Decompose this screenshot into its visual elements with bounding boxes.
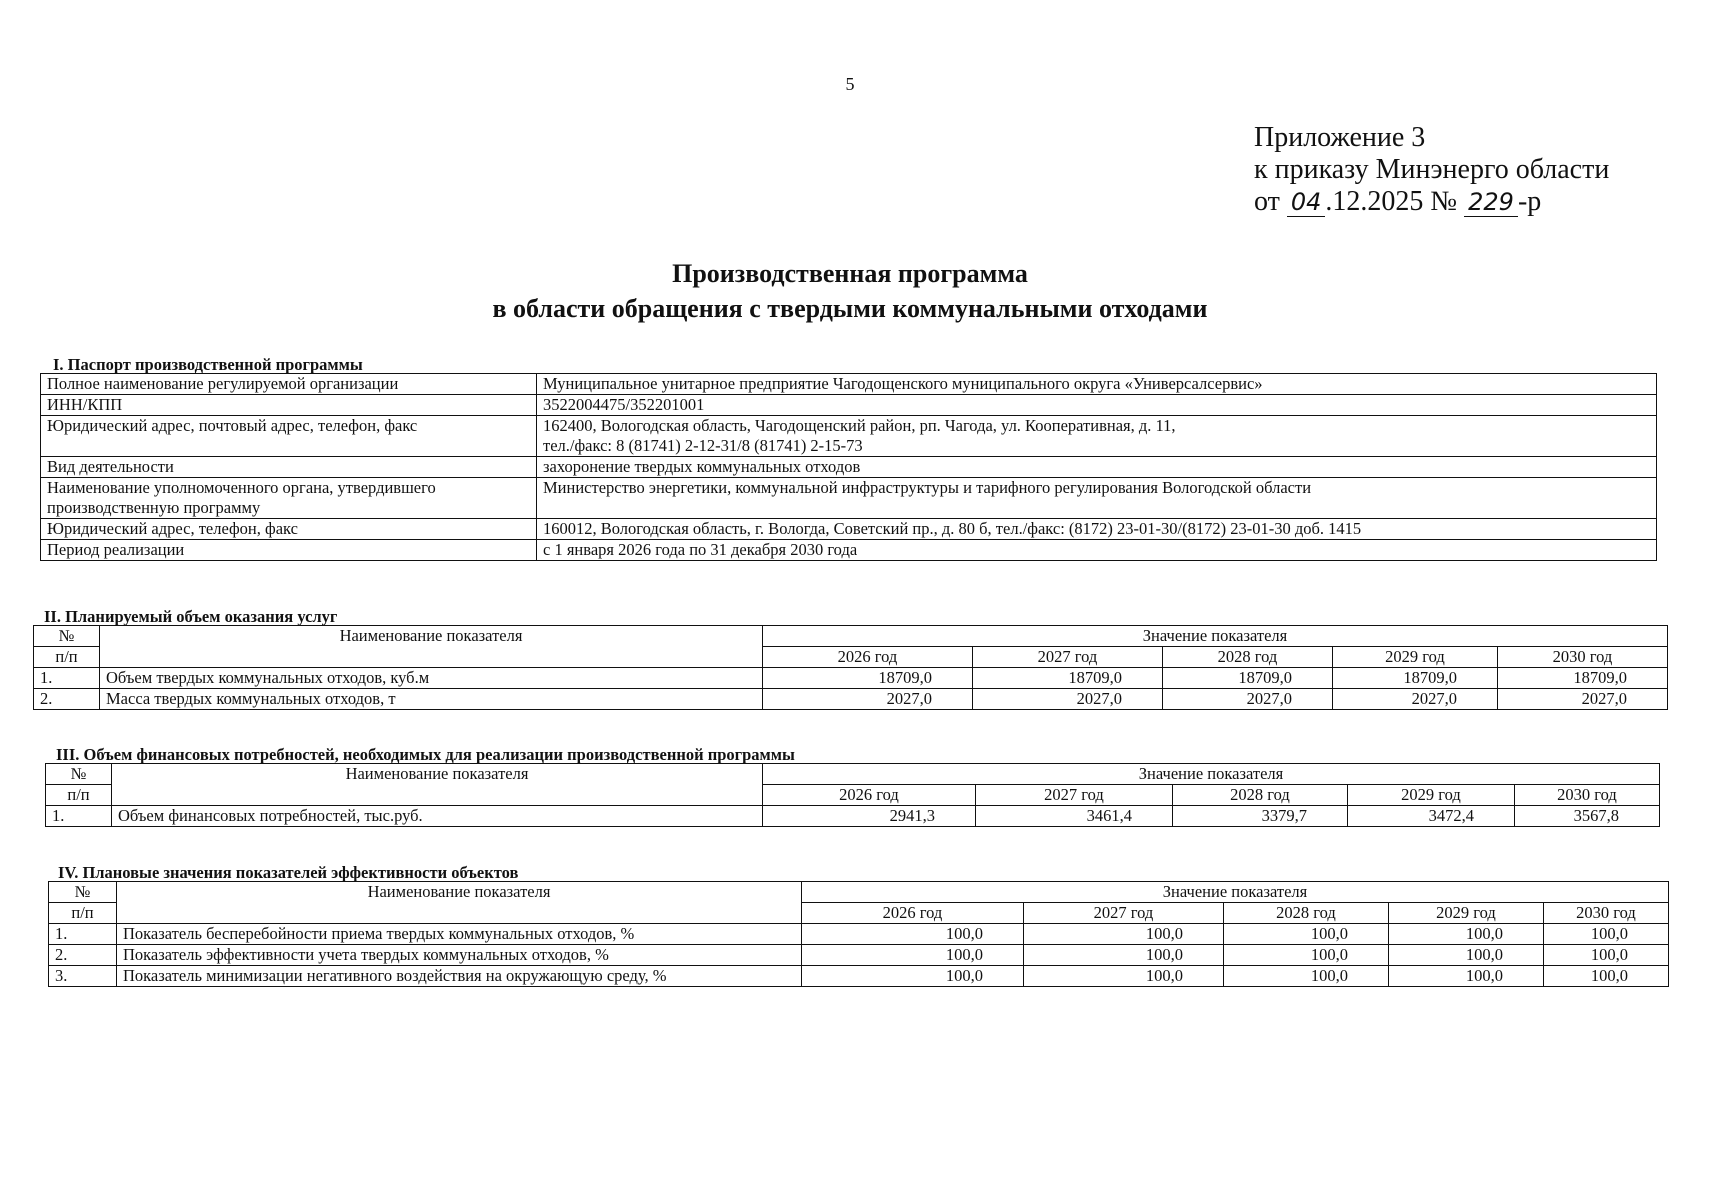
- passport-row: [41, 374, 1657, 395]
- header-no-sub: п/п: [46, 785, 112, 806]
- passport-label: Полное наименование регулируемой организации: [41, 374, 537, 395]
- passport-row: [41, 478, 1657, 519]
- row-value: 100,0: [1389, 966, 1544, 987]
- row-value: 2027,0: [973, 689, 1163, 710]
- row-value: 18709,0: [1163, 668, 1333, 689]
- row-value: 100,0: [1224, 924, 1389, 945]
- passport-value: 160012, Вологодская область, г. Вологда, Советский пр., д. 80 б, тел./факс: (8172) 23-01-30/(8172) 23-01-30 доб. 1415: [537, 519, 1657, 540]
- header-year: 2028 год: [1163, 647, 1333, 668]
- header-no-sub: п/п: [34, 647, 100, 668]
- row-value: 100,0: [1224, 966, 1389, 987]
- header-value: Значение показателя: [763, 764, 1660, 785]
- row-value: 3567,8: [1515, 806, 1660, 827]
- section-4-title: IV. Плановые значения показателей эффективности объектов: [58, 863, 519, 882]
- passport-value: 3522004475/352201001: [537, 395, 1657, 416]
- header-no-sub: п/п: [49, 903, 117, 924]
- row-value: 3379,7: [1173, 806, 1348, 827]
- passport-label: Юридический адрес, телефон, факс: [41, 519, 537, 540]
- number-suffix: -р: [1517, 186, 1542, 217]
- passport-value: Министерство энергетики, коммунальной инфраструктуры и тарифного регулирования Вологодской области: [537, 478, 1657, 519]
- header-value: Значение показателя: [763, 626, 1668, 647]
- passport-label: Вид деятельности: [41, 457, 537, 478]
- header-year: 2026 год: [763, 785, 976, 806]
- document-title: [0, 256, 1700, 326]
- passport-row: [41, 457, 1657, 478]
- passport-label: Период реализации: [41, 540, 537, 561]
- label-line-2: производственную программу: [47, 498, 261, 517]
- passport-value: с 1 января 2026 года по 31 декабря 2030 года: [537, 540, 1657, 561]
- appendix-line-2: к приказу Минэнерго области: [1254, 154, 1610, 185]
- passport-row: [41, 416, 1657, 457]
- row-name: Объем финансовых потребностей, тыс.руб.: [112, 806, 763, 827]
- label-line-1: Наименование уполномоченного органа, утвердившего: [47, 478, 436, 497]
- row-name: Показатель бесперебойности приема твердых коммунальных отходов, %: [117, 924, 802, 945]
- header-year: 2027 год: [976, 785, 1173, 806]
- efficiency-indicators-table: [48, 881, 1669, 987]
- appendix-line-3: [1254, 186, 1609, 218]
- section-3-title: III. Объем финансовых потребностей, необходимых для реализации производственной программы: [56, 745, 795, 764]
- passport-value: [537, 416, 1657, 457]
- row-number: 1.: [34, 668, 100, 689]
- header-year: 2027 год: [1024, 903, 1224, 924]
- header-value: Значение показателя: [802, 882, 1669, 903]
- row-value: 100,0: [802, 945, 1024, 966]
- row-value: 2027,0: [1333, 689, 1498, 710]
- table-row: [49, 924, 1669, 945]
- financial-needs-table: [45, 763, 1660, 827]
- appendix-line-1: Приложение 3: [1254, 122, 1426, 153]
- row-number: 2.: [34, 689, 100, 710]
- row-value: 2027,0: [1163, 689, 1333, 710]
- row-value: 100,0: [802, 966, 1024, 987]
- row-value: 100,0: [1544, 945, 1669, 966]
- header-year: 2027 год: [973, 647, 1163, 668]
- services-volume-table: [33, 625, 1668, 710]
- appendix-header: [1254, 122, 1609, 218]
- title-line-2: в области обращения с твердыми коммунальными отходами: [492, 294, 1208, 323]
- header-year: 2026 год: [802, 903, 1024, 924]
- row-value: 100,0: [1024, 945, 1224, 966]
- header-year: 2030 год: [1515, 785, 1660, 806]
- header-no: №: [49, 882, 117, 903]
- passport-table: [40, 373, 1657, 561]
- row-value: 100,0: [1224, 945, 1389, 966]
- row-value: 100,0: [1024, 966, 1224, 987]
- header-no: №: [46, 764, 112, 785]
- address-line-1: 162400, Вологодская область, Чагодощенский район, рп. Чагода, ул. Кооперативная, д. 11,: [543, 416, 1176, 435]
- date-prefix: от: [1254, 186, 1280, 217]
- row-value: 100,0: [1024, 924, 1224, 945]
- header-year: 2030 год: [1498, 647, 1668, 668]
- row-value: 100,0: [1389, 945, 1544, 966]
- table-row: [46, 806, 1660, 827]
- row-name: Объем твердых коммунальных отходов, куб.м: [100, 668, 763, 689]
- row-number: 2.: [49, 945, 117, 966]
- row-value: 2027,0: [763, 689, 973, 710]
- table-row: [34, 689, 1668, 710]
- header-year: 2026 год: [763, 647, 973, 668]
- row-value: 100,0: [1389, 924, 1544, 945]
- row-value: 2941,3: [763, 806, 976, 827]
- header-year: 2029 год: [1333, 647, 1498, 668]
- header-year: 2029 год: [1348, 785, 1515, 806]
- row-value: 2027,0: [1498, 689, 1668, 710]
- address-line-2: тел./факс: 8 (81741) 2-12-31/8 (81741) 2-15-73: [543, 436, 863, 455]
- passport-label: [41, 478, 537, 519]
- handwritten-day: 04: [1287, 188, 1326, 217]
- header-year: 2029 год: [1389, 903, 1544, 924]
- row-value: 3472,4: [1348, 806, 1515, 827]
- row-value: 100,0: [1544, 966, 1669, 987]
- row-value: 18709,0: [973, 668, 1163, 689]
- passport-value: Муниципальное унитарное предприятие Чагодощенского муниципального округа «Универсалсервис»: [537, 374, 1657, 395]
- header-name: Наименование показателя: [117, 882, 802, 924]
- header-name: Наименование показателя: [100, 626, 763, 668]
- header-year: 2028 год: [1173, 785, 1348, 806]
- header-row: [46, 764, 1660, 785]
- date-rest: .12.2025 №: [1325, 186, 1458, 217]
- title-line-1: Производственная программа: [672, 259, 1028, 288]
- header-name: Наименование показателя: [112, 764, 763, 806]
- row-name: Показатель эффективности учета твердых коммунальных отходов, %: [117, 945, 802, 966]
- section-1-title: I. Паспорт производственной программы: [53, 355, 363, 374]
- row-value: 18709,0: [763, 668, 973, 689]
- row-number: 1.: [46, 806, 112, 827]
- header-row: [49, 882, 1669, 903]
- passport-row: [41, 395, 1657, 416]
- row-value: 18709,0: [1333, 668, 1498, 689]
- table-row: [49, 966, 1669, 987]
- row-value: 100,0: [802, 924, 1024, 945]
- passport-label: Юридический адрес, почтовый адрес, телефон, факс: [41, 416, 537, 457]
- page-number: 5: [845, 74, 855, 94]
- passport-row: [41, 540, 1657, 561]
- row-value: 18709,0: [1498, 668, 1668, 689]
- table-row: [49, 945, 1669, 966]
- header-no: №: [34, 626, 100, 647]
- header-year: 2028 год: [1224, 903, 1389, 924]
- header-year: 2030 год: [1544, 903, 1669, 924]
- passport-label: ИНН/КПП: [41, 395, 537, 416]
- row-value: 3461,4: [976, 806, 1173, 827]
- section-2-title: II. Планируемый объем оказания услуг: [44, 607, 338, 626]
- handwritten-number: 229: [1464, 188, 1518, 217]
- row-name: Масса твердых коммунальных отходов, т: [100, 689, 763, 710]
- passport-value: захоронение твердых коммунальных отходов: [537, 457, 1657, 478]
- row-value: 100,0: [1544, 924, 1669, 945]
- table-row: [34, 668, 1668, 689]
- header-row: [34, 626, 1668, 647]
- row-name: Показатель минимизации негативного воздействия на окружающую среду, %: [117, 966, 802, 987]
- row-number: 1.: [49, 924, 117, 945]
- row-number: 3.: [49, 966, 117, 987]
- passport-row: [41, 519, 1657, 540]
